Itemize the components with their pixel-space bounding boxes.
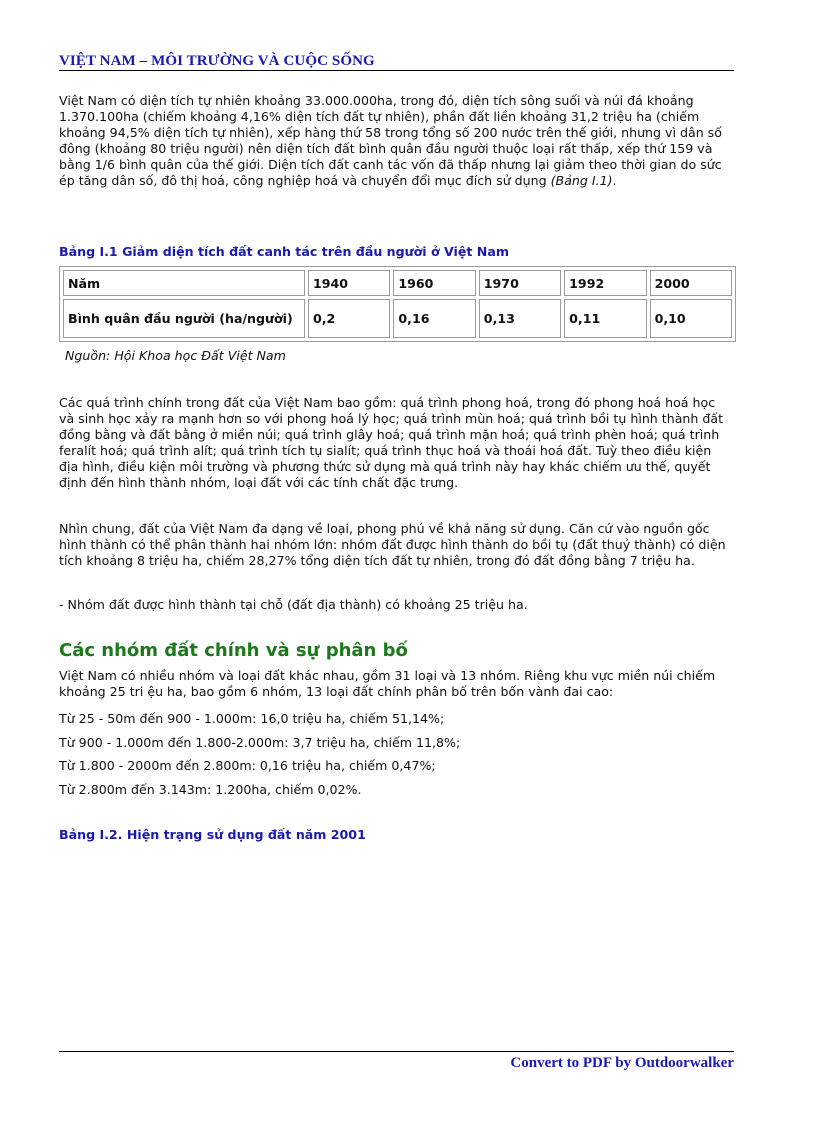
paragraph-intro-text: Việt Nam có diện tích tự nhiên khoảng 33.000.000ha, trong đó, diện tích sông suối và núi đá khoảng 1.370.100ha (chiếm khoảng 4,16% diện tích đất tự nhiên), phần đất liền khoảng 31,2 triệu ha (chiếm khoảng 94,5% diện tích tự nhiên), xếp hàng thứ 58 trong tổng số 200 nước trên thế giới, nhưng vì dân số đông (khoảng 80 triệu người) nên diện tích đất bình quân đầu người thuộc loại rất thấp, xếp thứ 159 và bằng 1/6 bình quân của thế giới. Diện tích đất canh tác vốn đã thấp nhưng lại giảm theo thời gian do sức ép tăng dân số, đô thị hoá, công nghiệp hoá và chuyển đổi mục đích sử dụng [59, 93, 722, 188]
paragraph-intro-end: . [612, 173, 617, 188]
list-item: Từ 1.800 - 2000m đến 2.800m: 0,16 triệu ha, chiếm 0,47%; [59, 758, 436, 773]
list-item: Từ 900 - 1.000m đến 1.800-2.000m: 3,7 triệu ha, chiếm 11,8%; [59, 735, 461, 750]
table1-caption: Bảng I.1 Giảm diện tích đất canh tác trên đầu người ở Việt Nam [59, 244, 509, 259]
list-item: Từ 2.800m đến 3.143m: 1.200ha, chiếm 0,02%. [59, 782, 362, 797]
table-cell-value: 0,2 [308, 299, 390, 338]
table2-caption: Bảng I.2. Hiện trạng sử dụng đất năm 2001 [59, 827, 366, 842]
table-cell-year: 1992 [564, 270, 646, 296]
header-title: VIỆT NAM – MÔI TRƯỜNG VÀ CUỘC SỐNG [59, 53, 375, 69]
section-heading: Các nhóm đất chính và sự phân bố [59, 640, 408, 661]
table-row [63, 270, 732, 296]
table-row [63, 299, 732, 338]
page-header [59, 50, 734, 71]
paragraph-in-situ-soil: - Nhóm đất được hình thành tại chỗ (đất địa thành) có khoảng 25 triệu ha. [59, 597, 528, 612]
table-cell-value: 0,16 [393, 299, 475, 338]
table-header-cell: Năm [63, 270, 305, 296]
table-cell-value: 0,11 [564, 299, 646, 338]
document-page [59, 0, 734, 1123]
table-cell-value: 0,13 [479, 299, 561, 338]
table-cell-value: 0,10 [650, 299, 732, 338]
table-reference: (Bảng I.1) [550, 173, 613, 188]
table-header-cell: Bình quân đầu người (ha/người) [63, 299, 305, 338]
paragraph-soil-groups: Nhìn chung, đất của Việt Nam đa dạng về loại, phong phú về khả năng sử dụng. Căn cứ vào nguồn gốc hình thành có thể phân thành hai nhóm lớn: nhóm đất được hình thành do bồi tụ (đất thuỷ thành) có diện tích khoảng 8 triệu ha, chiếm 28,27% tổng diện tích đất tự nhiên, trong đó đất đồng bằng 7 triệu ha. [59, 521, 726, 568]
table-cell-year: 1970 [479, 270, 561, 296]
footer-text: Convert to PDF by Outdoorwalker [510, 1055, 734, 1071]
table-cell-year: 2000 [650, 270, 732, 296]
paragraph-intro [59, 93, 734, 189]
paragraph-soil-processes: Các quá trình chính trong đất của Việt Nam bao gồm: quá trình phong hoá, trong đó phong hoá hoá học và sinh học xảy ra mạnh hơn so với phong hoá lý học; quá trình mùn hoá; quá trình bồi tụ hình thành đất đồng bằng và đất bằng ở miền núi; quá trình glây hoá; quá trình mặn hoá; quá trình phèn hoá; quá trình feralít hoá; quá trình alít; quá trình tích tụ sialít; quá trình thục hoá và thoái hoá đất. Tuỳ theo điều kiện địa hình, điều kiện môi trường và phương thức sử dụng mà quá trình này hay khác chiếm ưu thế, quyết định đến hình thành nhóm, loại đất với các tính chất đặc trưng. [59, 395, 724, 490]
table1-source: Nguồn: Hội Khoa học Đất Việt Nam [65, 348, 286, 363]
footer-divider [59, 1051, 734, 1052]
table1 [59, 266, 736, 342]
section-intro: Việt Nam có nhiều nhóm và loại đất khác nhau, gồm 31 loại và 13 nhóm. Riêng khu vực miền núi chiếm khoảng 25 tri ệu ha, bao gồm 6 nhóm, 13 loại đất chính phân bố trên bốn vành đai cao: [59, 668, 716, 699]
list-item: Từ 25 - 50m đến 900 - 1.000m: 16,0 triệu ha, chiếm 51,14%; [59, 711, 445, 726]
table-cell-year: 1940 [308, 270, 390, 296]
table-cell-year: 1960 [393, 270, 475, 296]
